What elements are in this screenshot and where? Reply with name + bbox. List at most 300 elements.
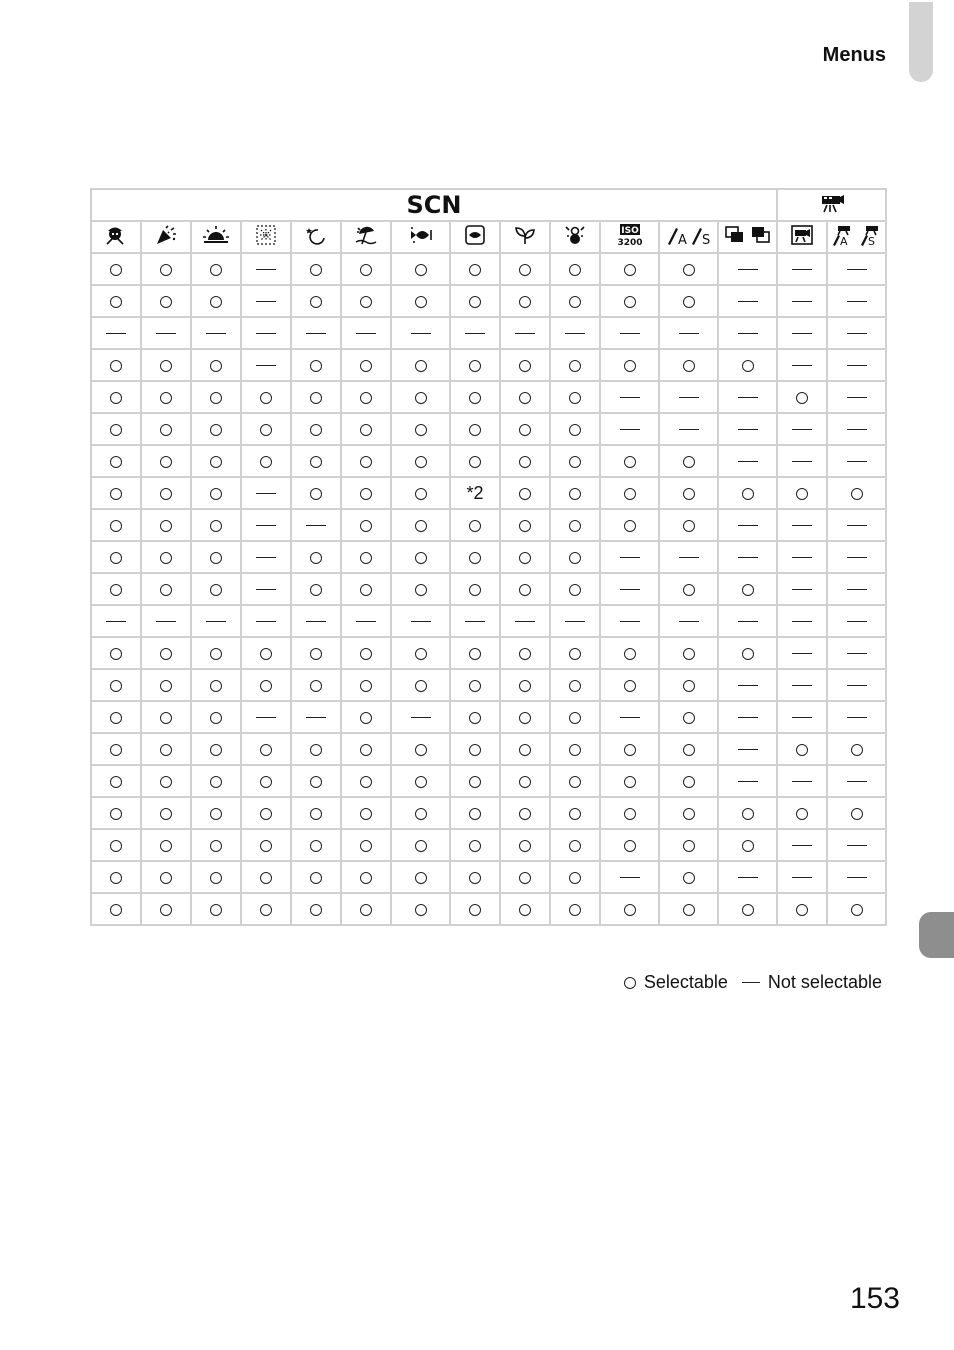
- not-selectable-mark: [256, 621, 276, 622]
- mode-column-header: [291, 221, 341, 253]
- table-cell: [827, 317, 886, 349]
- table-row: [91, 637, 886, 669]
- table-cell: [241, 477, 291, 509]
- table-cell: [500, 861, 550, 893]
- table-cell: [450, 445, 500, 477]
- table-cell: [659, 701, 718, 733]
- table-row: [91, 285, 886, 317]
- selectable-mark: [519, 680, 531, 692]
- selectable-mark: [210, 840, 222, 852]
- table-cell: [777, 445, 827, 477]
- selectable-mark: [683, 776, 695, 788]
- selectable-mark: [210, 744, 222, 756]
- table-cell: [91, 509, 141, 541]
- selectable-mark: [683, 296, 695, 308]
- table-cell: [500, 285, 550, 317]
- table-row: [91, 573, 886, 605]
- not-selectable-mark: [792, 333, 812, 334]
- selectable-mark: [415, 808, 427, 820]
- table-cell: [827, 861, 886, 893]
- selectable-mark: [160, 872, 172, 884]
- table-cell: [718, 829, 777, 861]
- table-cell: [600, 797, 659, 829]
- table-cell: [291, 317, 341, 349]
- selectable-mark: [469, 296, 481, 308]
- snow-icon: [563, 224, 587, 251]
- table-cell: [777, 893, 827, 925]
- not-selectable-mark: [792, 525, 812, 526]
- not-selectable-mark: [106, 333, 126, 334]
- mode-column-header: [718, 221, 777, 253]
- table-cell: [241, 573, 291, 605]
- chapter-tab-top: [909, 2, 933, 82]
- selectable-mark: [624, 840, 636, 852]
- table-cell: [450, 253, 500, 285]
- table-cell: [777, 605, 827, 637]
- selectable-mark: [519, 360, 531, 372]
- not-selectable-mark: [792, 845, 812, 846]
- selectable-mark: [260, 456, 272, 468]
- table-cell: [241, 829, 291, 861]
- table-row: [91, 829, 886, 861]
- table-cell: [827, 285, 886, 317]
- selectable-mark: [683, 872, 695, 884]
- selectable-mark: [160, 712, 172, 724]
- selectable-mark: [469, 424, 481, 436]
- table-cell: [141, 381, 191, 413]
- not-selectable-mark: [847, 269, 867, 270]
- table-cell: [600, 861, 659, 893]
- selectable-mark: [415, 648, 427, 660]
- table-cell: [291, 413, 341, 445]
- table-cell: [391, 701, 450, 733]
- table-cell: [777, 701, 827, 733]
- table-cell: [600, 349, 659, 381]
- selectable-mark: [415, 264, 427, 276]
- table-cell: [659, 765, 718, 797]
- table-cell: [450, 637, 500, 669]
- mode-column-header: [500, 221, 550, 253]
- selectable-mark: [260, 424, 272, 436]
- selectable-mark: [624, 808, 636, 820]
- selectable-mark: [110, 776, 122, 788]
- selectable-mark: [415, 456, 427, 468]
- table-cell: [391, 605, 450, 637]
- table-row: [91, 861, 886, 893]
- standard-movie-icon: [790, 224, 814, 251]
- table-cell: [141, 829, 191, 861]
- table-cell: [341, 637, 391, 669]
- not-selectable-mark: [679, 429, 699, 430]
- table-cell: [550, 765, 600, 797]
- table-cell: [91, 893, 141, 925]
- table-cell: [450, 381, 500, 413]
- table-cell: [827, 701, 886, 733]
- table-cell: [191, 573, 241, 605]
- table-cell: [91, 349, 141, 381]
- selectable-mark: [210, 712, 222, 724]
- selectable-mark: [796, 488, 808, 500]
- selectable-mark: [110, 552, 122, 564]
- table-cell: [191, 413, 241, 445]
- selectable-mark: [519, 424, 531, 436]
- selectable-mark: [683, 680, 695, 692]
- not-selectable-mark: [356, 333, 376, 334]
- table-cell: [391, 413, 450, 445]
- table-cell: [191, 797, 241, 829]
- selectable-mark: [310, 296, 322, 308]
- not-selectable-mark: [256, 557, 276, 558]
- mode-column-header: [141, 221, 191, 253]
- table-cell: [191, 541, 241, 573]
- mode-column-header: [191, 221, 241, 253]
- table-cell: [777, 317, 827, 349]
- not-selectable-mark: [306, 621, 326, 622]
- table-cell: [777, 669, 827, 701]
- table-cell: [141, 573, 191, 605]
- selectable-mark: [360, 264, 372, 276]
- table-cell: [141, 861, 191, 893]
- not-selectable-mark: [620, 429, 640, 430]
- not-selectable-mark: [738, 397, 758, 398]
- selectable-mark: [360, 456, 372, 468]
- table-row: [91, 701, 886, 733]
- table-cell: [291, 445, 341, 477]
- table-cell: [450, 477, 500, 509]
- table-cell: [450, 317, 500, 349]
- selectable-mark: [360, 680, 372, 692]
- table-cell: [391, 765, 450, 797]
- selectable-mark: [210, 552, 222, 564]
- table-cell: [91, 317, 141, 349]
- selectable-mark: [519, 648, 531, 660]
- table-cell: [341, 317, 391, 349]
- table-row: [91, 509, 886, 541]
- selectable-mark: [310, 456, 322, 468]
- table-cell: [600, 317, 659, 349]
- table-cell: [827, 893, 886, 925]
- selectable-mark: [210, 680, 222, 692]
- table-row: [91, 253, 886, 285]
- not-selectable-symbol: [742, 982, 760, 983]
- table-cell: [827, 605, 886, 637]
- selectable-mark: [569, 424, 581, 436]
- table-cell: [600, 893, 659, 925]
- table-cell: [827, 829, 886, 861]
- selectable-mark: [519, 520, 531, 532]
- beach-icon: [354, 224, 378, 251]
- selectable-mark: [683, 808, 695, 820]
- table-cell: [391, 829, 450, 861]
- selectable-mark: [360, 712, 372, 724]
- selectable-mark: [742, 360, 754, 372]
- selectable-mark: [310, 488, 322, 500]
- selectable-mark: [360, 648, 372, 660]
- table-cell: [291, 285, 341, 317]
- mode-column-header: [659, 221, 718, 253]
- not-selectable-mark: [792, 685, 812, 686]
- not-selectable-mark: [620, 557, 640, 558]
- selectable-mark: [110, 712, 122, 724]
- table-cell: [141, 413, 191, 445]
- table-cell: [450, 829, 500, 861]
- table-cell: [550, 253, 600, 285]
- selectable-mark: [569, 840, 581, 852]
- table-cell: [91, 413, 141, 445]
- table-cell: [141, 285, 191, 317]
- fireworks-icon: [254, 224, 278, 251]
- not-selectable-mark: [465, 333, 485, 334]
- selectable-mark: [469, 264, 481, 276]
- table-cell: [659, 893, 718, 925]
- not-selectable-mark: [738, 525, 758, 526]
- not-selectable-mark: [620, 397, 640, 398]
- table-cell: [500, 445, 550, 477]
- table-cell: [827, 413, 886, 445]
- selectable-mark: [210, 648, 222, 660]
- table-cell: [550, 733, 600, 765]
- table-cell: [600, 829, 659, 861]
- not-selectable-mark: [847, 525, 867, 526]
- table-cell: [241, 285, 291, 317]
- selectable-mark: [260, 648, 272, 660]
- table-cell: [500, 477, 550, 509]
- selectable-mark: [519, 904, 531, 916]
- table-cell: [191, 829, 241, 861]
- table-cell: [341, 253, 391, 285]
- not-selectable-mark: [256, 525, 276, 526]
- selectable-mark: [310, 264, 322, 276]
- not-selectable-mark: [738, 749, 758, 750]
- table-cell: [341, 797, 391, 829]
- table-cell: [827, 669, 886, 701]
- table-cell: [827, 509, 886, 541]
- selectable-mark: [160, 840, 172, 852]
- table-cell: [241, 253, 291, 285]
- table-cell: [500, 573, 550, 605]
- table-cell: [91, 541, 141, 573]
- selectable-mark: [519, 808, 531, 820]
- table-cell: [718, 573, 777, 605]
- selectable-mark: [569, 712, 581, 724]
- table-cell: [777, 477, 827, 509]
- selectable-mark: [110, 840, 122, 852]
- selectable-mark: [851, 904, 863, 916]
- table-cell: [500, 541, 550, 573]
- not-selectable-mark: [411, 333, 431, 334]
- table-cell: [827, 541, 886, 573]
- table-cell: [550, 893, 600, 925]
- table-cell: [341, 765, 391, 797]
- table-cell: [291, 861, 341, 893]
- table-cell: [500, 829, 550, 861]
- table-cell: [550, 509, 600, 541]
- not-selectable-mark: [620, 877, 640, 878]
- mode-group-header-row: [91, 189, 886, 221]
- table-row: [91, 733, 886, 765]
- table-cell: [291, 605, 341, 637]
- table-cell: [91, 637, 141, 669]
- table-cell: [718, 797, 777, 829]
- table-cell: [91, 829, 141, 861]
- not-selectable-mark: [847, 589, 867, 590]
- table-cell: [241, 509, 291, 541]
- table-cell: [777, 861, 827, 893]
- table-cell: [291, 253, 341, 285]
- table-cell: [718, 285, 777, 317]
- table-cell: [718, 605, 777, 637]
- table-cell: [141, 317, 191, 349]
- table-cell: [718, 445, 777, 477]
- not-selectable-mark: [738, 621, 758, 622]
- selectable-mark: [624, 488, 636, 500]
- selectable-mark: [160, 776, 172, 788]
- not-selectable-mark: [738, 685, 758, 686]
- not-selectable-mark: [620, 333, 640, 334]
- svg-text:S: S: [867, 234, 875, 246]
- selectable-mark: [519, 488, 531, 500]
- table-cell: [550, 605, 600, 637]
- table-cell: [91, 701, 141, 733]
- table-cell: [450, 573, 500, 605]
- footnote-mark: *2: [466, 482, 484, 503]
- not-selectable-mark: [306, 333, 326, 334]
- not-selectable-mark: [411, 621, 431, 622]
- not-selectable-mark: [738, 557, 758, 558]
- selectable-mark: [796, 808, 808, 820]
- not-selectable-mark: [679, 621, 699, 622]
- not-selectable-mark: [256, 493, 276, 494]
- selectable-mark: [519, 712, 531, 724]
- selectable-mark: [519, 584, 531, 596]
- table-cell: [91, 477, 141, 509]
- table-cell: [291, 509, 341, 541]
- not-selectable-mark: [306, 717, 326, 718]
- not-selectable-mark: [847, 461, 867, 462]
- not-selectable-mark: [356, 621, 376, 622]
- table-cell: [241, 765, 291, 797]
- table-cell: [341, 733, 391, 765]
- table-cell: [659, 253, 718, 285]
- selectable-mark: [310, 360, 322, 372]
- not-selectable-mark: [792, 621, 812, 622]
- selectable-mark: [624, 744, 636, 756]
- table-cell: [391, 541, 450, 573]
- selectable-mark: [624, 680, 636, 692]
- selectable-mark: [415, 296, 427, 308]
- selectable-mark: [469, 392, 481, 404]
- not-selectable-mark: [792, 365, 812, 366]
- selectable-mark: [110, 872, 122, 884]
- table-cell: [777, 733, 827, 765]
- table-cell: [718, 765, 777, 797]
- table-cell: [241, 605, 291, 637]
- table-cell: [391, 893, 450, 925]
- table-cell: [450, 733, 500, 765]
- selectable-mark: [851, 808, 863, 820]
- not-selectable-mark: [792, 429, 812, 430]
- table-cell: [391, 285, 450, 317]
- selectable-mark: [519, 296, 531, 308]
- table-cell: [191, 861, 241, 893]
- selectable-mark: [683, 264, 695, 276]
- selectable-mark: [160, 296, 172, 308]
- table-cell: [450, 861, 500, 893]
- table-cell: [659, 349, 718, 381]
- table-row: [91, 445, 886, 477]
- not-selectable-mark: [738, 301, 758, 302]
- selectable-mark: [110, 520, 122, 532]
- svg-text:S: S: [701, 232, 710, 246]
- table-cell: [241, 861, 291, 893]
- selectable-mark: [624, 360, 636, 372]
- not-selectable-mark: [256, 333, 276, 334]
- table-cell: [91, 861, 141, 893]
- table-row: [91, 541, 886, 573]
- table-cell: [191, 605, 241, 637]
- selectable-mark: [742, 488, 754, 500]
- selectable-mark: [260, 744, 272, 756]
- table-cell: [391, 669, 450, 701]
- table-cell: [550, 317, 600, 349]
- table-cell: [291, 381, 341, 413]
- selectable-mark: [160, 424, 172, 436]
- table-cell: [141, 765, 191, 797]
- svg-text:ISO: ISO: [620, 225, 639, 236]
- table-cell: [241, 701, 291, 733]
- selectable-mark: [110, 456, 122, 468]
- selectable-mark: [310, 584, 322, 596]
- not-selectable-mark: [515, 621, 535, 622]
- table-row: [91, 317, 886, 349]
- table-cell: [241, 381, 291, 413]
- selectable-mark: [519, 744, 531, 756]
- night-snapshot-icon: [304, 224, 328, 251]
- color-accent-color-swap-icon: [664, 224, 714, 251]
- selectable-mark: [260, 808, 272, 820]
- mode-column-header: [241, 221, 291, 253]
- table-cell: [718, 509, 777, 541]
- table-cell: [341, 413, 391, 445]
- selectable-mark: [360, 552, 372, 564]
- selectable-mark: [210, 904, 222, 916]
- table-cell: [659, 829, 718, 861]
- not-selectable-mark: [620, 717, 640, 718]
- not-selectable-mark: [792, 877, 812, 878]
- table-cell: [600, 509, 659, 541]
- table-cell: [659, 285, 718, 317]
- selectable-mark: [360, 392, 372, 404]
- iso-3200-icon: [617, 223, 643, 252]
- not-selectable-mark: [738, 781, 758, 782]
- table-cell: [600, 669, 659, 701]
- selectable-mark: [160, 904, 172, 916]
- table-cell: [550, 477, 600, 509]
- table-cell: [191, 893, 241, 925]
- selectable-mark: [210, 776, 222, 788]
- sunset-icon: [202, 224, 230, 251]
- table-cell: [191, 285, 241, 317]
- mode-column-header: [391, 221, 450, 253]
- table-cell: [391, 573, 450, 605]
- not-selectable-mark: [206, 621, 226, 622]
- table-cell: [291, 637, 341, 669]
- table-cell: [827, 381, 886, 413]
- table-cell: [550, 701, 600, 733]
- underwater-icon: [408, 224, 434, 251]
- table-cell: [391, 381, 450, 413]
- table-cell: [241, 445, 291, 477]
